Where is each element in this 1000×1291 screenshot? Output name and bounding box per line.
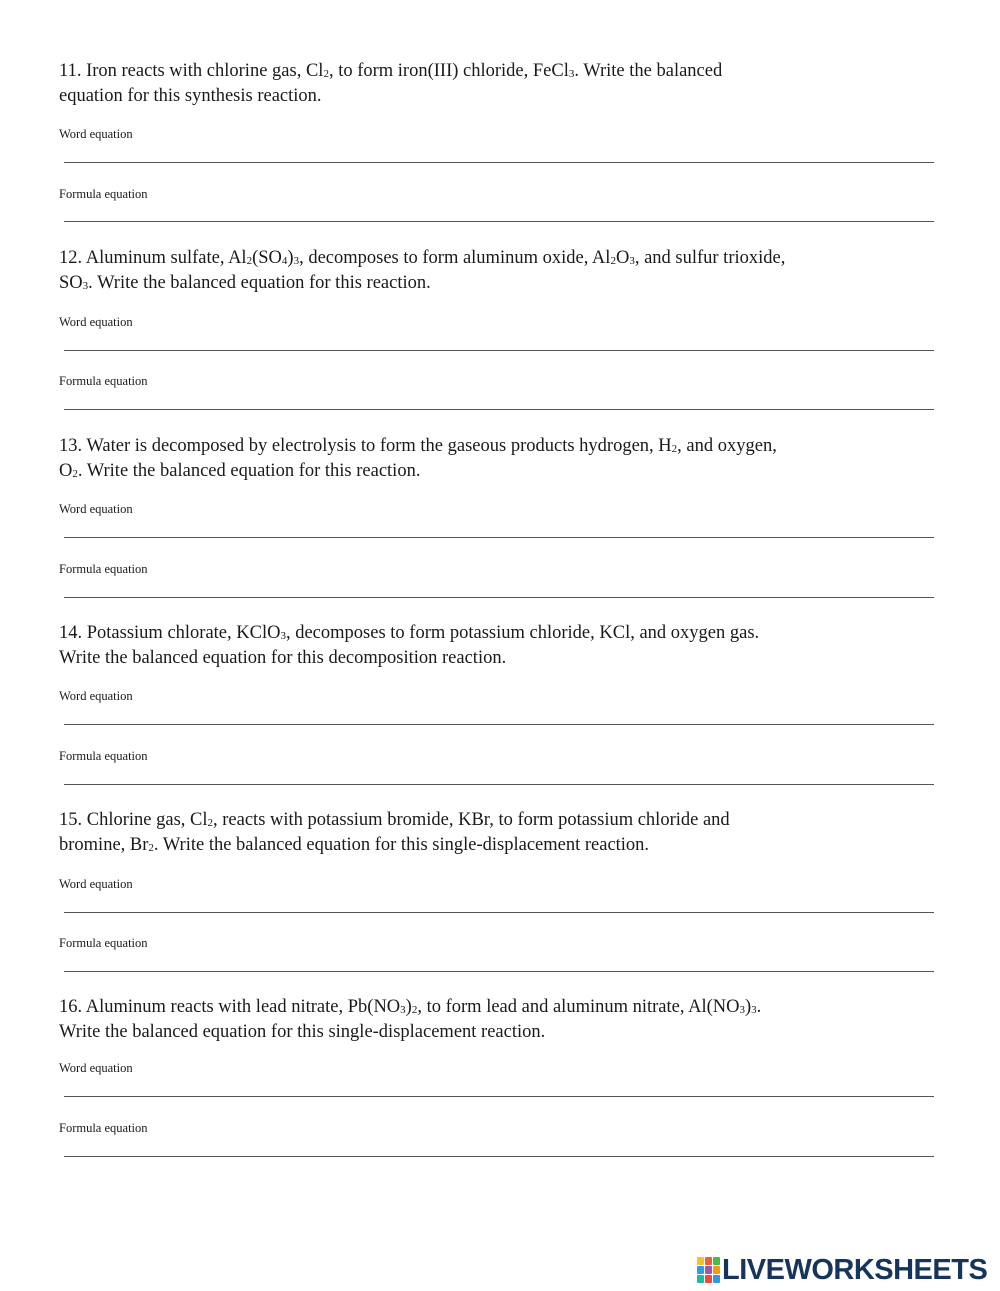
- question-text-part: , and sulfur trioxide, SO: [59, 248, 786, 293]
- formula-equation-label: Formula equation: [59, 374, 148, 388]
- question-number: 11.: [59, 61, 87, 81]
- logo-tile: [713, 1275, 720, 1283]
- question-number: 15.: [59, 810, 87, 830]
- question-11: [59, 60, 939, 201]
- question-text: [59, 435, 789, 485]
- question-text: [59, 622, 789, 670]
- word-equation-label: Word equation: [59, 502, 133, 516]
- question-text-part: Iron reacts with chlorine gas, Cl: [86, 61, 324, 81]
- question-text-part: . Write the balanced equation for this single-displacement reaction.: [153, 835, 650, 855]
- question-number: 14.: [59, 623, 87, 643]
- question-14: [59, 622, 939, 763]
- question-number: 13.: [59, 436, 87, 456]
- word-equation-label: Word equation: [59, 315, 133, 329]
- formula-equation-input[interactable]: [64, 949, 934, 972]
- question-text-part: , decomposes to form potassium chloride, KCl, and oxygen gas. Write the balanced equation for this decomposition reaction.: [59, 623, 760, 668]
- question-number: 16.: [59, 997, 86, 1017]
- question-text-part: . Write the balanced equation for this synthesis reaction.: [59, 61, 723, 106]
- question-text-part: , reacts with potassium bromide, KBr, to form potassium chloride and bromine, Br: [59, 810, 730, 855]
- formula-equation-input[interactable]: [64, 1134, 934, 1157]
- formula-equation-label: Formula equation: [59, 936, 148, 950]
- logo-tile: [705, 1266, 712, 1274]
- subscript: 3: [629, 255, 635, 267]
- question-text-part: Aluminum sulfate, Al: [85, 248, 247, 268]
- question-text-part: ): [405, 997, 412, 1017]
- liveworksheets-logo: [697, 1255, 987, 1285]
- formula-equation-label: Formula equation: [59, 187, 148, 201]
- question-text-part: ): [287, 248, 294, 268]
- subscript: 2: [72, 468, 78, 480]
- subscript: 2: [610, 255, 616, 267]
- question-13: [59, 435, 939, 576]
- question-text-part: , and oxygen, O: [59, 436, 777, 481]
- formula-equation-label: Formula equation: [59, 562, 148, 576]
- formula-equation-input[interactable]: [64, 387, 934, 410]
- question-text-part: (SO: [252, 248, 282, 268]
- word-equation-input[interactable]: [64, 328, 934, 351]
- logo-mark-icon: [697, 1257, 719, 1283]
- logo-tile: [697, 1275, 704, 1283]
- question-text-part: , to form lead and aluminum nitrate, Al(NO: [417, 997, 740, 1017]
- subscript: 3: [568, 68, 575, 80]
- question-text: [59, 247, 789, 297]
- word-equation-label: Word equation: [59, 127, 133, 141]
- logo-brand-text: LIVEWORKSHEETS: [722, 1253, 988, 1286]
- subscript: 2: [148, 842, 154, 854]
- formula-equation-input[interactable]: [64, 762, 934, 785]
- formula-equation-label: Formula equation: [59, 1121, 148, 1135]
- logo-tile: [705, 1257, 712, 1265]
- subscript: 2: [671, 443, 678, 455]
- word-equation-input[interactable]: [64, 1074, 934, 1097]
- subscript: 3: [82, 280, 89, 292]
- word-equation-label: Word equation: [59, 689, 133, 703]
- logo-tile: [713, 1257, 720, 1265]
- subscript: 3: [280, 630, 286, 642]
- subscript: 3: [293, 255, 300, 267]
- word-equation-input[interactable]: [64, 890, 934, 913]
- question-text: [59, 996, 789, 1044]
- question-text: [59, 809, 789, 859]
- question-text-part: Water is decomposed by electrolysis to form the gaseous products hydrogen, H: [86, 436, 672, 456]
- question-text-part: . Write the balanced equation for this reaction.: [77, 461, 421, 481]
- question-text-part: Chlorine gas, Cl: [86, 810, 208, 830]
- question-text-part: . Write the balanced equation for this single-displacement reaction.: [59, 997, 762, 1042]
- question-text-part: Potassium chlorate, KClO: [86, 623, 281, 643]
- question-text: [59, 60, 789, 108]
- question-text-part: ): [744, 997, 752, 1017]
- logo-tile: [705, 1275, 712, 1283]
- formula-equation-input[interactable]: [64, 199, 934, 222]
- word-equation-input[interactable]: [64, 702, 934, 725]
- subscript: 2: [323, 68, 329, 80]
- subscript: 2: [246, 255, 253, 267]
- word-equation-label: Word equation: [59, 877, 133, 891]
- question-number: 12.: [59, 248, 86, 268]
- logo-tile: [713, 1266, 720, 1274]
- word-equation-label: Word equation: [59, 1061, 133, 1075]
- formula-equation-input[interactable]: [64, 575, 934, 598]
- question-text-part: O: [615, 248, 630, 268]
- question-12: [59, 247, 939, 388]
- subscript: 3: [751, 1004, 757, 1016]
- subscript: 3: [400, 1004, 406, 1016]
- question-text-part: , to form iron(III) chloride, FeCl: [328, 61, 569, 81]
- logo-tile: [697, 1257, 704, 1265]
- question-text-part: . Write the balanced equation for this reaction.: [88, 273, 431, 293]
- question-text-part: Aluminum reacts with lead nitrate, Pb(NO: [85, 997, 401, 1017]
- question-text-part: , decomposes to form aluminum oxide, Al: [299, 248, 611, 268]
- formula-equation-label: Formula equation: [59, 749, 148, 763]
- subscript: 3: [739, 1004, 745, 1016]
- question-15: [59, 809, 939, 950]
- word-equation-input[interactable]: [64, 140, 934, 163]
- subscript: 2: [207, 817, 214, 829]
- logo-tile: [697, 1266, 704, 1274]
- word-equation-input[interactable]: [64, 515, 934, 538]
- question-16: [59, 996, 939, 1135]
- subscript: 4: [281, 255, 288, 267]
- subscript: 2: [411, 1004, 418, 1016]
